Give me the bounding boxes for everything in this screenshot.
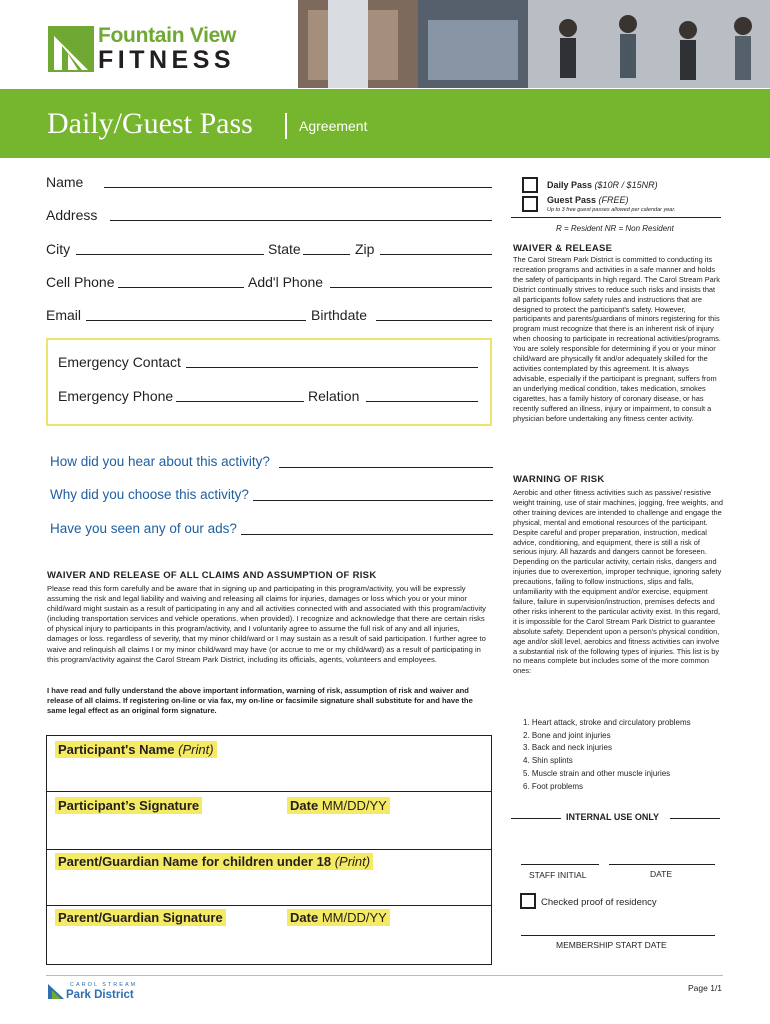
birthdate-label: Birthdate (311, 307, 368, 323)
zip-label: Zip (355, 241, 375, 257)
waiver-all-acknowledgement: I have read and fully understand the above important information, warning of risk, assumption of risk and waiver and release of all claims. If registering on-line or via fax, my on-line or facsimile signature shall substitute for and have the same legal effect as an original form signature. (47, 686, 473, 716)
footer-divider (46, 975, 723, 976)
park-district-logo-icon (47, 982, 65, 1005)
list-item: 3. Back and neck injuries (523, 743, 612, 753)
internal-use-heading: INTERNAL USE ONLY (566, 812, 660, 822)
emergency-box (46, 338, 492, 426)
cell-phone-field[interactable] (118, 287, 244, 288)
emergency-phone-label: Emergency Phone (58, 388, 174, 404)
pass-divider (511, 217, 721, 218)
daily-pass-price: ($10R / $15NR) (594, 180, 658, 190)
list-item: 2. Bone and joint injuries (523, 730, 611, 740)
date-field[interactable] (609, 864, 715, 865)
participant-signature-row[interactable] (47, 792, 491, 850)
participant-date-label: Date (290, 798, 319, 813)
guardian-signature-row[interactable] (47, 906, 491, 964)
list-item: 6. Foot problems (523, 781, 584, 791)
name-field[interactable] (104, 187, 492, 188)
warning-risk-body: Aerobic and other fitness activities such as passive/ resistive weight training, use of stair machines, jogging, free weights, and other training devices are intended to challenge and engage the physical, mental and emotional resources of the participant. Despite careful and proper preparation, instruction, medical advice, conditioning, and equipment, there is still a risk of serious injury. All hazards and dangers cannot be foreseen. Depending on the particular activity, certain risks, dangers and injuries due to overexertion, improper technique, ignoring safety precautions, failing to follow instructions, slips and falls, unfamiliarity with the equipment and/or exercise, equipment failure, failure in supervision/instruction, premises defects and other risks inherent to the particular activity exist. In this regard, it is impossible for the Carol Stream Park District to guarantee absolute safety. Dependent upon a person's physical condition, age and/or skill level, aerobics and fitness activities can involve a substantial risk of the following types of injuries. This list is by no means complete but includes some of the more common ones: (513, 488, 723, 676)
brand-name: Fountain View (98, 24, 237, 47)
waiver-release-body: The Carol Stream Park District is committed to conducting its recreation programs and activities in a safe manner and holds the safety of participants in high regard. The Carol Stream Park District continually strives to reduce such risks and insists that all participants follow safety rules and instructions that are designed to protect the participant's safety. However, participants and parents/guardians of minors registering for this program must recognize that there is an inherent risk of injury when choosing to participate in recreational activities/programs. You are solely responsible for determining if you or your minor child/ward are physically fit and/or adequately skilled for the activities contemplated by this agreement. It is always advisable, especially if the participant is pregnant, suffers from an underlying medical condition, takes medication, smokes cigarettes, has a family history of coronary disease, or has recently suffered an illness, injury or impairment, to consult a physician before undertaking any fitness center activity. (513, 255, 721, 423)
print-note: (Print) (178, 742, 214, 757)
emergency-phone-field[interactable] (176, 401, 304, 402)
emergency-contact-label: Emergency Contact (58, 354, 181, 370)
question-choose-field[interactable] (253, 500, 493, 501)
state-label: State (268, 241, 301, 257)
guest-pass-label: Guest Pass (547, 195, 597, 205)
waiver-all-body: Please read this form carefully and be aware that in signing up and participating in this program/activity, you will be expressly assuming the risk and legal liability and waiving and releasing all claims for injuries, damages or loss which you or your minor child/ward might sustain as a result of participating in any and all activities connected with and associated with this program/activity (including transportation services and vehicle operations. when provided). I recognize and acknowledge that there are certain risks of physical injury to participants in this program/activity, and I voluntarily agree to assume the full risk of any and all injuries, damages or loss. regardless of severity, that my minor child/ward or I may sustain as a result of said participation. I further agree to waive and relinquish all claims I or my minor child/ward may have (or accrue to me or my child/ward) as a result of participating in this program/activity against the Carol Stream Park District, including its officials, agents, volunteers and employees. (47, 584, 486, 664)
staff-initial-field[interactable] (521, 864, 599, 865)
participant-name-row[interactable] (47, 736, 491, 792)
guest-pass-checkbox[interactable] (522, 196, 538, 212)
title-divider (285, 113, 287, 139)
org-line1: CAROL STREAM (70, 982, 138, 988)
email-label: Email (46, 307, 82, 323)
guardian-name-label: Parent/Guardian Name for children under 18 (58, 854, 332, 869)
list-item: 4. Shin splints (523, 756, 573, 766)
staff-initial-label: STAFF INITIAL (529, 870, 587, 880)
guardian-print-note: (Print) (334, 854, 371, 869)
relation-label: Relation (308, 388, 360, 404)
guardian-date-format: MM/DD/YY (321, 910, 387, 925)
question-ads-field[interactable] (241, 534, 493, 535)
guest-pass-note: Up to 3 free guest passes allowed per calendar year. (547, 207, 676, 213)
fountain-view-logo-icon (48, 26, 94, 72)
date-label: DATE (650, 869, 673, 879)
list-item: 1. Heart attack, stroke and circulatory problems (523, 718, 691, 727)
participant-signature-label: Participant’s Signature (55, 797, 202, 814)
name-label: Name (46, 174, 84, 190)
city-field[interactable] (76, 254, 264, 255)
page-subtitle: Agreement (299, 118, 368, 134)
guardian-signature-label: Parent/Guardian Signature (55, 909, 226, 926)
question-hear-field[interactable] (279, 467, 493, 468)
question-hear: How did you hear about this activity? (50, 454, 270, 469)
participant-date-format: MM/DD/YY (321, 798, 387, 813)
addl-phone-label: Add'l Phone (248, 274, 324, 290)
addl-phone-field[interactable] (330, 287, 492, 288)
internal-rule-right (670, 818, 720, 819)
waiver-all-heading: WAIVER AND RELEASE OF ALL CLAIMS AND ASSUMPTION OF RISK (47, 570, 377, 581)
residency-legend: R = Resident NR = Non Resident (556, 224, 674, 233)
city-label: City (46, 241, 71, 257)
emergency-contact-field[interactable] (186, 367, 478, 368)
guest-pass-price: (FREE) (598, 195, 629, 205)
address-label: Address (46, 207, 98, 223)
relation-field[interactable] (366, 401, 478, 402)
page-title: Daily/Guest Pass (47, 107, 253, 140)
guardian-date-label: Date (290, 910, 319, 925)
waiver-release-heading: WAIVER & RELEASE (513, 243, 613, 254)
zip-field[interactable] (380, 254, 492, 255)
warning-risk-heading: WARNING OF RISK (513, 474, 605, 485)
org-line2: Park District (66, 989, 134, 1001)
fitness-class-photo (298, 0, 770, 88)
internal-rule-left (511, 818, 561, 819)
question-choose: Why did you choose this activity? (50, 487, 249, 502)
participant-name-label: Participant's Name (58, 742, 175, 757)
guardian-name-row[interactable] (47, 850, 491, 906)
page-number: Page 1/1 (688, 983, 723, 993)
signature-table (46, 735, 492, 965)
daily-pass-label: Daily Pass (547, 180, 593, 190)
membership-start-field[interactable] (521, 935, 715, 936)
address-field[interactable] (110, 220, 492, 221)
list-item: 5. Muscle strain and other muscle injuries (523, 768, 671, 778)
state-field[interactable] (303, 254, 350, 255)
injury-list (523, 717, 691, 793)
birthdate-field[interactable] (376, 320, 492, 321)
daily-pass-checkbox[interactable] (522, 177, 538, 193)
cell-phone-label: Cell Phone (46, 274, 115, 290)
question-ads: Have you seen any of our ads? (50, 521, 237, 536)
proof-residency-label: Checked proof of residency (541, 897, 657, 908)
membership-start-label: MEMBERSHIP START DATE (556, 940, 667, 950)
email-field[interactable] (86, 320, 306, 321)
proof-residency-checkbox[interactable] (520, 893, 536, 909)
brand-subtitle: FITNESS (98, 46, 236, 74)
